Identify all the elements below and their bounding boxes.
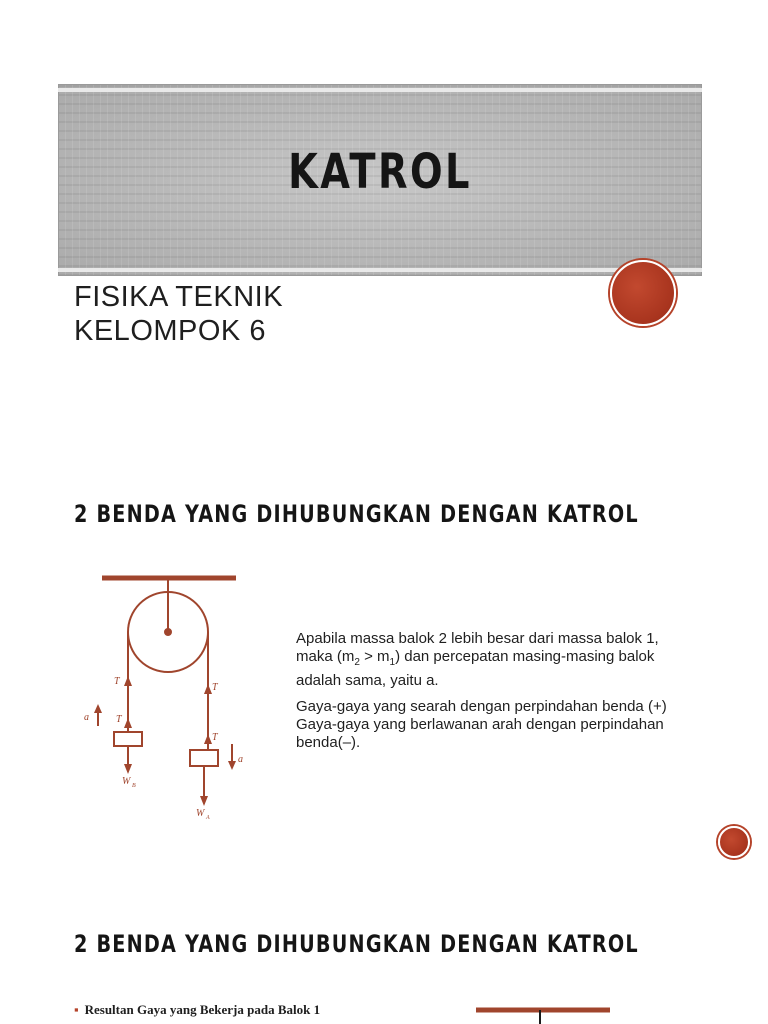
acceleration-label: a bbox=[238, 754, 243, 765]
section-title: 2 BENDA YANG DIHUBUNGKAN DENGAN KATROL bbox=[74, 500, 639, 528]
paragraph-mass-condition: Apabila massa balok 2 lebih besar dari massa balok 1, maka $(m_2 > m_1)$ dan percepatan masing-masing balok adalah sama, yaitu a. bbox=[296, 630, 659, 689]
bullet-item: ▪ Resultan Gaya yang Bekerja pada Balok 1 bbox=[74, 1002, 321, 1017]
tension-label: T bbox=[212, 732, 218, 743]
weight-label-left-sub: B bbox=[132, 783, 136, 789]
slide-title: KATROL bbox=[288, 144, 472, 200]
title-banner bbox=[58, 84, 702, 276]
weight-label-left: W bbox=[122, 776, 131, 787]
section-title: 2 BENDA YANG DIHUBUNGKAN DENGAN KATROL bbox=[74, 930, 639, 958]
banner-stripe-bottom bbox=[58, 268, 702, 272]
pulley-slide bbox=[0, 478, 768, 898]
pulley-diagram-partial bbox=[474, 1004, 614, 1024]
tension-label: T bbox=[212, 682, 218, 693]
square-bullet-icon: ▪ bbox=[74, 1002, 79, 1017]
weight-label-right-sub: A bbox=[206, 815, 210, 821]
acceleration-label: a bbox=[84, 712, 89, 723]
paragraph-force-direction: Gaya-gaya yang searah dengan perpindahan benda (+) Gaya-gaya yang berlawanan arah dengan perpindahan benda(–). bbox=[296, 698, 667, 751]
subtitle-course: FISIKA TEKNIK bbox=[74, 281, 284, 313]
block-left bbox=[114, 732, 142, 746]
red-circle-icon bbox=[610, 260, 676, 326]
tension-label: T bbox=[114, 676, 120, 687]
tension-label: T bbox=[116, 714, 122, 725]
subtitle-group: KELOMPOK 6 bbox=[74, 315, 266, 347]
red-circle-icon bbox=[718, 826, 750, 858]
resultant-slide bbox=[0, 916, 768, 1024]
banner-stripe-top bbox=[58, 88, 702, 92]
explanation-text bbox=[296, 630, 686, 760]
block-right bbox=[190, 750, 218, 766]
title-slide bbox=[0, 0, 768, 440]
weight-label-right: W bbox=[196, 808, 205, 819]
